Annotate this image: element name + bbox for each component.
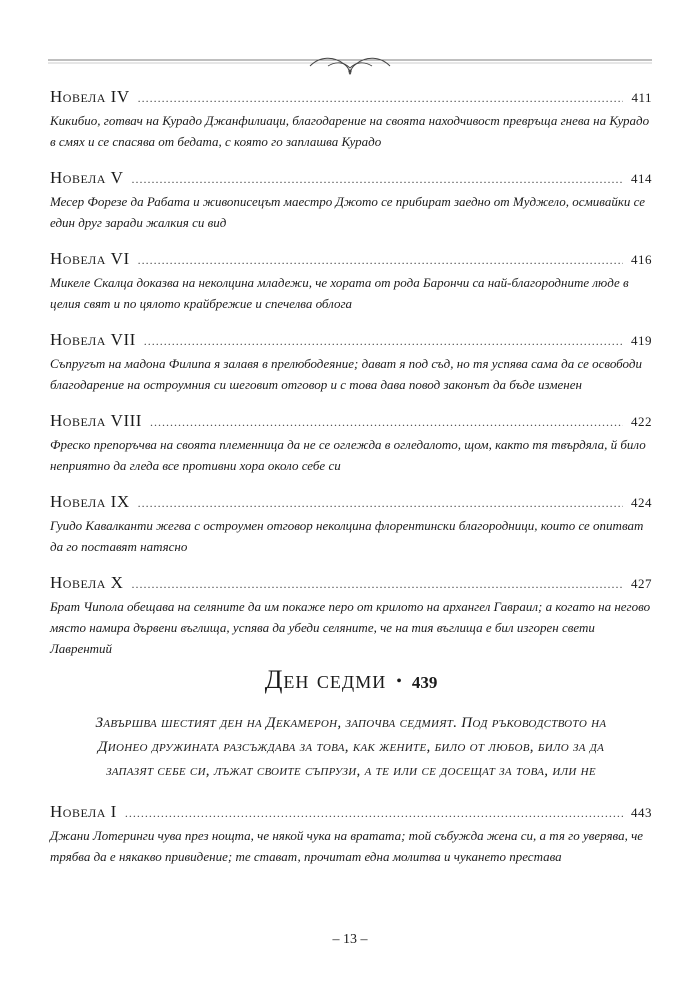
entry-title: Новела VII (50, 330, 136, 349)
entry-title: Новела VI (50, 249, 130, 268)
entry-title: Новела I (50, 802, 117, 821)
entry-page-number: 422 (631, 414, 652, 429)
entry-description: Фреско препоръчва на своята племенница да не се оглежда в огледалото, щом, както тя твърдяла, й било неприятно да гледа все противни хора около себе си (50, 437, 646, 473)
toc-entry (50, 86, 652, 152)
header-ornament (48, 52, 652, 76)
dot-leader (150, 411, 623, 433)
entry-description: Микеле Скалца доказва на неколцина младежи, че хората от рода Барончи са най-благородните люде в целия свят и по цялото крайбрежие и спечелва облога (50, 275, 629, 311)
entry-description: Съпругът на мадона Филипа я залавя в прелюбодеяние; дават я под съд, но тя успява сама да се освободи благодарение на остроумния си шеговит отговор и с това дава повод законът да бъде изменен (50, 356, 642, 392)
day-page-number: 439 (411, 673, 438, 692)
toc-entry (50, 410, 652, 476)
entry-page-number: 443 (631, 805, 652, 820)
ornament-divider-icon (48, 52, 652, 76)
dot-leader (138, 87, 624, 109)
dot-leader (144, 330, 623, 352)
day-summary: Завършва шестият ден на Декамерон, започва седмият. Под ръководството на Дионео дружината разсъждава за това, как жените, било от любов, било за да запазят себе си, лъжат своите съпрузи, а те или се досещат за това, или не (95, 715, 607, 779)
entry-heading-row (50, 801, 652, 824)
dot-leader (138, 249, 623, 271)
day-heading (50, 662, 652, 701)
entry-heading-row (50, 491, 652, 514)
entry-heading-row (50, 248, 652, 271)
entry-description: Брат Чипола обещава на селяните да им покаже перо от крилото на архангел Гавраил; а когато на негово място намира дървени въглища, успява да убеди селяните, че на тия въглища е бил изгорен свети Лаврентий (50, 599, 651, 656)
entry-page-number: 424 (631, 495, 652, 510)
bullet-icon: • (396, 673, 402, 691)
entry-page-number: 427 (631, 576, 652, 591)
entry-page-number: 416 (631, 252, 652, 267)
entry-title: Новела VIII (50, 411, 142, 430)
entry-title: Новела IV (50, 87, 130, 106)
entry-page-number: 411 (631, 90, 652, 105)
toc-entry (50, 491, 652, 557)
dot-leader (138, 492, 623, 514)
entry-description: Гуидо Кавалканти жегва с остроумен отговор неколцина флорентински благородници, които се опитват да го поставят натясно (50, 518, 644, 554)
entry-title: Новела V (50, 168, 124, 187)
entry-page-number: 419 (631, 333, 652, 348)
table-of-contents-continued (50, 801, 652, 882)
table-of-contents (50, 86, 652, 674)
entry-description: Месер Форезе да Рабата и живописецът маестро Джото се прибират заедно от Муджело, осмивайки се един друг заради жалкия си вид (50, 194, 646, 230)
entry-title: Новела X (50, 573, 124, 592)
dot-leader (125, 802, 623, 824)
dot-leader (131, 573, 623, 595)
page-folio: – 13 – (332, 932, 368, 947)
entry-description: Кикибио, готвач на Курадо Джанфилиаци, благодарение на своята находчивост превръща гнева на Курадо в смях и се спасява от бедата, с която го заплашва Курадо (50, 113, 650, 149)
day-title: Ден седми (264, 665, 387, 694)
entry-heading-row (50, 572, 652, 595)
entry-description: Джани Лотеринги чува през нощта, че някой чука на вратата; той събужда жена си, а тя го уверява, че трябва да е някакво привидение; те стават, прочитат една молитва и чукането престава (50, 828, 644, 864)
entry-page-number: 414 (631, 171, 652, 186)
dot-leader (131, 168, 623, 190)
entry-heading-row (50, 86, 652, 109)
entry-heading-row (50, 167, 652, 190)
toc-entry (50, 167, 652, 233)
entry-heading-row (50, 410, 652, 433)
entry-heading-row (50, 329, 652, 352)
toc-entry (50, 248, 652, 314)
toc-entry (50, 801, 652, 867)
day-section (50, 662, 652, 783)
toc-entry (50, 329, 652, 395)
entry-title: Новела IX (50, 492, 130, 511)
toc-entry (50, 572, 652, 659)
